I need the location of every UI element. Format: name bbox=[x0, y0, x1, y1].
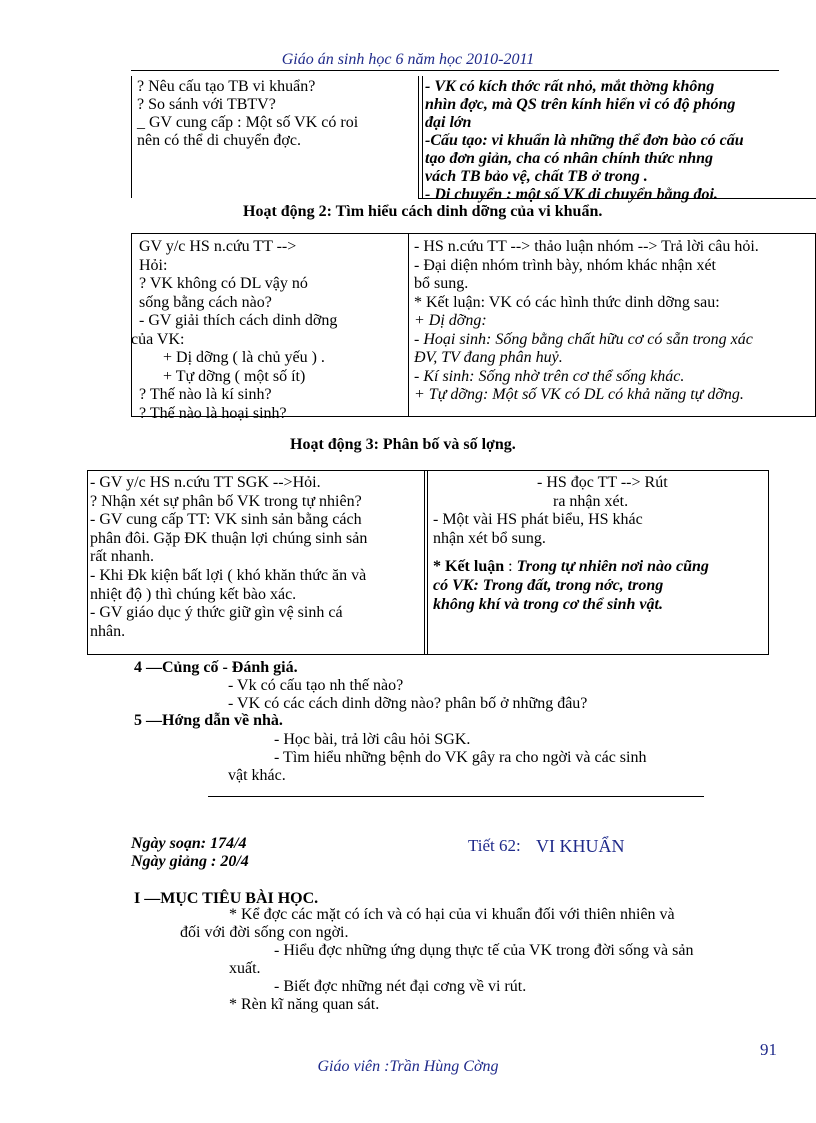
table1-divider bbox=[418, 76, 419, 198]
section4-heading: 4 —Củng cố - Đánh giá. bbox=[134, 659, 298, 676]
lesson-number: Tiết 62: bbox=[468, 836, 521, 855]
section1-line: * Kể đợc các mặt có ích và có hại của vi khuẩn đối với thiên nhiên và bbox=[229, 906, 675, 923]
activity3-divider-inner bbox=[427, 470, 428, 655]
activity3-conclusion-label: * Kết luận bbox=[433, 558, 505, 576]
activity3-right-cell: - HS đọc TT --> Rút ra nhận xét. - Một vài HS phát biểu, HS khác nhận xét bổ sung. * Kết luận : Trong tự nhiên nơi nào cũng có VK: Trong đất, trong nớc, trong không khí và trong cơ thể sinh vật. bbox=[433, 474, 709, 613]
section5-item: - Tìm hiểu những bệnh do VK gây ra cho ngời và các sinh bbox=[274, 749, 647, 766]
activity3-heading: Hoạt động 3: Phân bố và số lợng. bbox=[290, 436, 516, 453]
ngay-giang: Ngày giảng : 20/4 bbox=[131, 853, 249, 870]
activity2-heading: Hoạt động 2: Tìm hiểu cách dinh dỡng của vi khuẩn. bbox=[243, 203, 603, 220]
activity2-right-cell: - HS n.cứu TT --> thảo luận nhóm --> Trả lời câu hỏi. - Đại diện nhóm trình bày, nhóm khác nhận xét bổ sung. * Kết luận: VK có các hình thức dinh dỡng sau: + Dị dỡng: - Hoại sinh: Sống bằng chất hữu cơ có sẵn trong xác ĐV, TV đang phân huỷ. - Kí sinh: Sống nhờ trên cơ thể sống khác. + Tự dỡng: Một số VK có DL có khả năng tự dỡng. bbox=[414, 238, 759, 403]
page-header: Giáo án sinh học 6 năm học 2010-2011 bbox=[281, 51, 535, 68]
table1-left-border bbox=[131, 76, 132, 198]
section1-line: đối với đời sống con ngời. bbox=[180, 924, 349, 941]
ngay-soan: Ngày soạn: 174/4 bbox=[131, 835, 247, 852]
page-number: 91 bbox=[760, 1040, 777, 1059]
activity2-left-cell: GV y/c HS n.cứu TT --> Hỏi: ? VK không có DL vậy nó sống bằng cách nào? - GV giải thích cách dinh dỡng của VK: + Dị dỡng ( là chủ yếu ) . + Tự dỡng ( một số ít) ? Thế nào là kí sinh? ? Thế nào là hoại sinh? bbox=[131, 238, 338, 422]
activity3-left-cell: - GV y/c HS n.cứu TT SGK -->Hỏi. ? Nhận xét sự phân bố VK trong tự nhiên? - GV cung cấp TT: VK sinh sản bằng cách phân đôi. Gặp ĐK thuận lợi chúng sinh sản rất nhanh. - Khi Đk kiện bất lợi ( khó khăn thức ăn và nhiệt độ ) thì chúng kết bào xác. - GV giáo dục ý thức giữ gìn vệ sinh cá nhân. bbox=[90, 474, 368, 640]
activity3-divider bbox=[424, 470, 425, 655]
table1-divider-inner bbox=[422, 76, 423, 198]
section1-line: * Rèn kĩ năng quan sát. bbox=[229, 996, 380, 1013]
table1-left-cell: ? Nêu cấu tạo TB vi khuẩn? ? So sánh với TBTV? _ GV cung cấp : Một số VK có roi nên có thể di chuyển đợc. bbox=[137, 78, 359, 149]
section4-item: - VK có các cách dinh dỡng nào? phân bố ở những đâu? bbox=[228, 695, 588, 712]
section5-item: - Học bài, trả lời câu hỏi SGK. bbox=[274, 731, 471, 748]
section1-line: - Biết đợc những nét đại cơng về vi rút. bbox=[274, 978, 527, 995]
table1-right-cell: - VK có kích thớc rất nhỏ, mắt thờng không nhìn đợc, mà QS trên kính hiển vi có độ phóng đại lớn -Cấu tạo: vi khuẩn là những thể đơn bào có cấu tạo đơn giản, cha có nhân chính thức nhng vách TB bảo vệ, chất TB ở trong . - Di chuyển : một số VK di chuyển bằng đoi. bbox=[425, 78, 744, 203]
section1-line: xuất. bbox=[229, 960, 261, 977]
activity2-divider bbox=[408, 233, 409, 417]
section4-item: - Vk có cấu tạo nh thế nào? bbox=[228, 677, 404, 694]
section1-line: - Hiểu đợc những ứng dụng thực tế của VK trong đời sống và sản bbox=[274, 942, 694, 959]
section5-heading: 5 —Hớng dẫn về nhà. bbox=[134, 712, 283, 729]
section1-heading: I —MỤC TIÊU BÀI HỌC. bbox=[134, 890, 319, 907]
header-rule bbox=[131, 70, 779, 71]
section-separator bbox=[208, 796, 704, 797]
page-footer-teacher: Giáo viên :Trần Hùng Cờng bbox=[317, 1058, 499, 1075]
section5-item: vật khác. bbox=[228, 767, 286, 784]
lesson-title: VI KHUẨN bbox=[536, 836, 625, 856]
